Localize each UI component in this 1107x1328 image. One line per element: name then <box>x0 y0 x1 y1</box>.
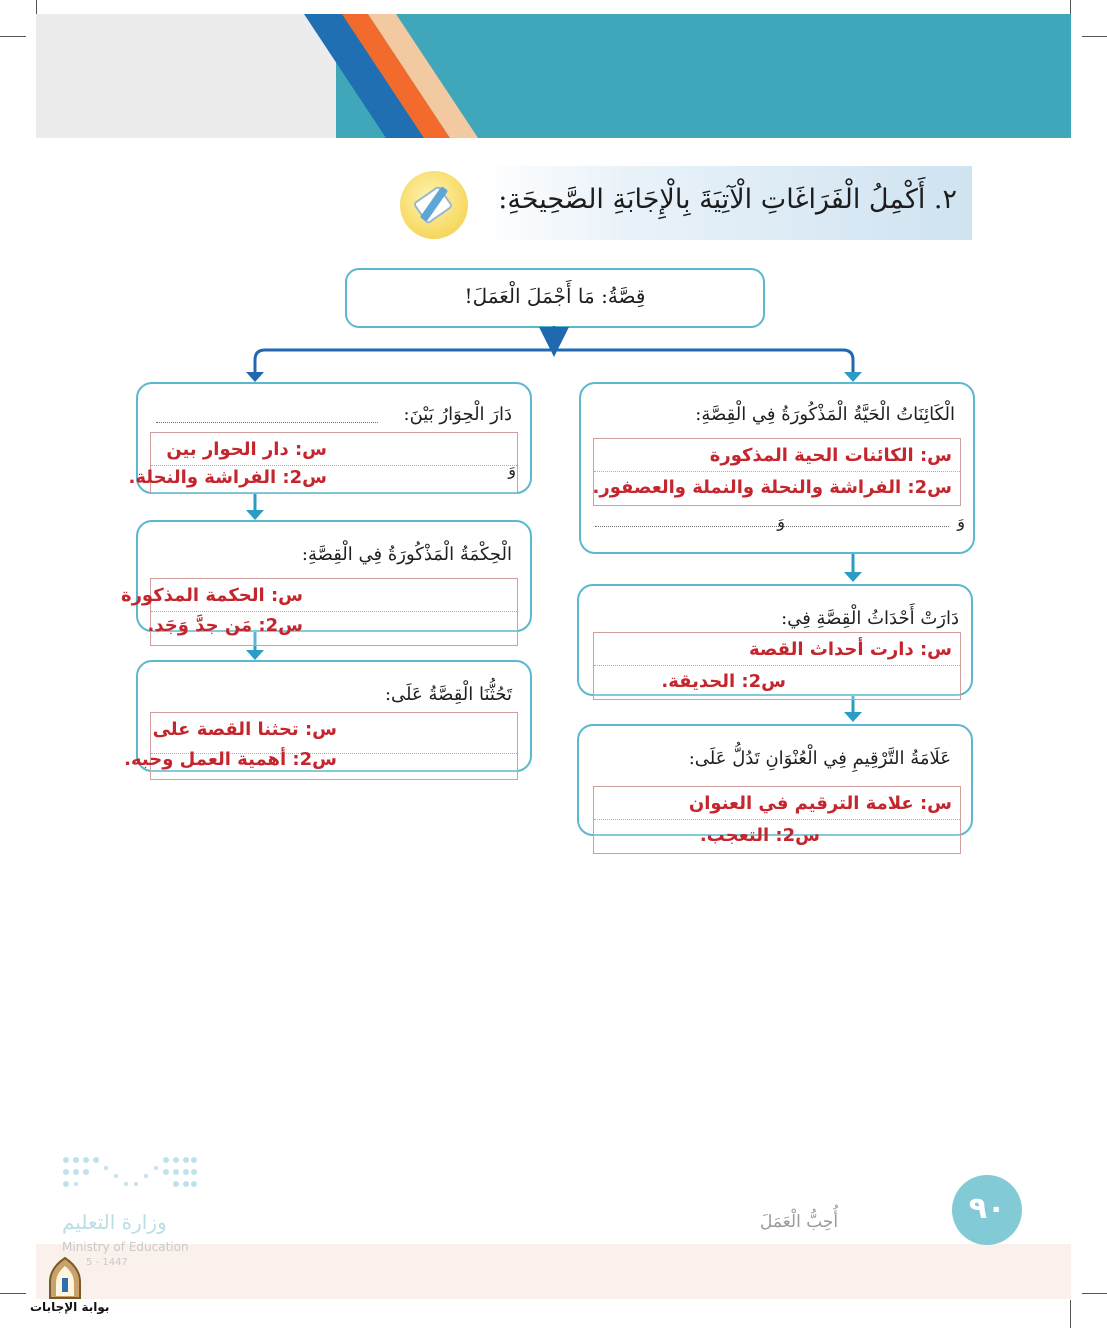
card-urges-label: تَحُثُّنَا الْقِصَّةُ عَلَى: <box>384 684 512 705</box>
card-creatures <box>579 382 975 554</box>
card-dialogue-label: دَارَ الْحِوَارُ بَيْنَ: <box>403 404 512 425</box>
ministry-logo-dots <box>62 1154 198 1198</box>
card-dialogue <box>128 382 532 494</box>
answer-box-punctuation <box>593 786 961 854</box>
footer-band <box>36 1244 1071 1299</box>
answer-box-wisdom <box>120 578 518 646</box>
answer-text: س2: التعجب. <box>699 825 820 846</box>
answer-question: س: علامة الترقيم في العنوان <box>688 793 952 814</box>
answer-divider <box>151 465 517 466</box>
card-punctuation <box>577 724 973 846</box>
card-punctuation-label: عَلَامَةُ التَّرْقِيمِ فِي الْعُنْوَانِ تَدُلُّ عَلَى: <box>688 748 951 769</box>
answer-text: س2: الفراشة والنحلة. <box>128 467 327 488</box>
waw-connector: وَ <box>777 512 785 531</box>
answer-question: س: دار الحوار بين <box>166 439 327 460</box>
card-creatures-label: الْكَائِنَاتُ الْحَيَّةُ الْمَذْكُورَةُ فِي الْقِصَّةِ: <box>695 404 955 425</box>
edition-year: 5 - 1447 <box>86 1257 128 1268</box>
answer-divider <box>594 665 960 666</box>
dotted-line <box>595 526 949 527</box>
answer-question: س: دارت أحداث القصة <box>748 639 952 660</box>
ministry-name-en: Ministry of Education <box>62 1240 189 1254</box>
answer-divider <box>594 471 960 472</box>
answer-question: س: الحكمة المذكورة <box>120 585 303 606</box>
answer-text: س2: الحديقة. <box>661 671 786 692</box>
answer-text: س2: الفراشة والنحلة والنملة والعصفور. <box>592 477 952 498</box>
card-events-label: دَارَتْ أَحْدَاثُ الْقِصَّةِ فِي: <box>781 608 959 629</box>
answer-question: س: الكائنات الحية المذكورة <box>709 445 952 466</box>
card-urges <box>124 660 532 772</box>
site-logo-icon <box>44 1256 86 1300</box>
waw-connector: وَ <box>508 460 516 479</box>
page-number: ٩٠ <box>968 1191 1006 1226</box>
answer-divider <box>594 819 960 820</box>
answer-box-creatures <box>593 438 961 506</box>
answer-question: س: تحثنا القصة على <box>152 719 337 740</box>
site-name: بوابة الإجابات <box>30 1300 110 1314</box>
ministry-name-ar: وزارة التعليم <box>62 1210 167 1234</box>
story-title: قِصَّةُ: مَا أَجْمَلَ الْعَمَلَ! <box>464 284 646 308</box>
card-events <box>577 584 973 696</box>
answer-box-dialogue <box>128 432 518 494</box>
answer-box-events <box>593 632 961 700</box>
page-number-badge <box>952 1175 1022 1245</box>
dotted-line <box>156 422 378 423</box>
answer-text: س2: مَن جدَّ وَجَد. <box>147 615 303 636</box>
waw-connector: وَ <box>957 512 965 531</box>
card-wisdom-label: الْحِكْمَةُ الْمَذْكُورَةُ فِي الْقِصَّةِ: <box>301 544 512 565</box>
card-wisdom <box>120 520 532 636</box>
unit-title: أُحِبُّ الْعَمَلَ <box>760 1212 839 1232</box>
answer-divider <box>151 611 517 612</box>
answer-text: س2: أهمية العمل وحبه. <box>124 749 337 770</box>
answer-box-urges <box>124 712 518 780</box>
exercise-title: ٢. أَكْمِلُ الْفَرَاغَاتِ الْآتِيَةَ بِالْإِجَابَةِ الصَّحِيحَةِ: <box>498 184 957 215</box>
